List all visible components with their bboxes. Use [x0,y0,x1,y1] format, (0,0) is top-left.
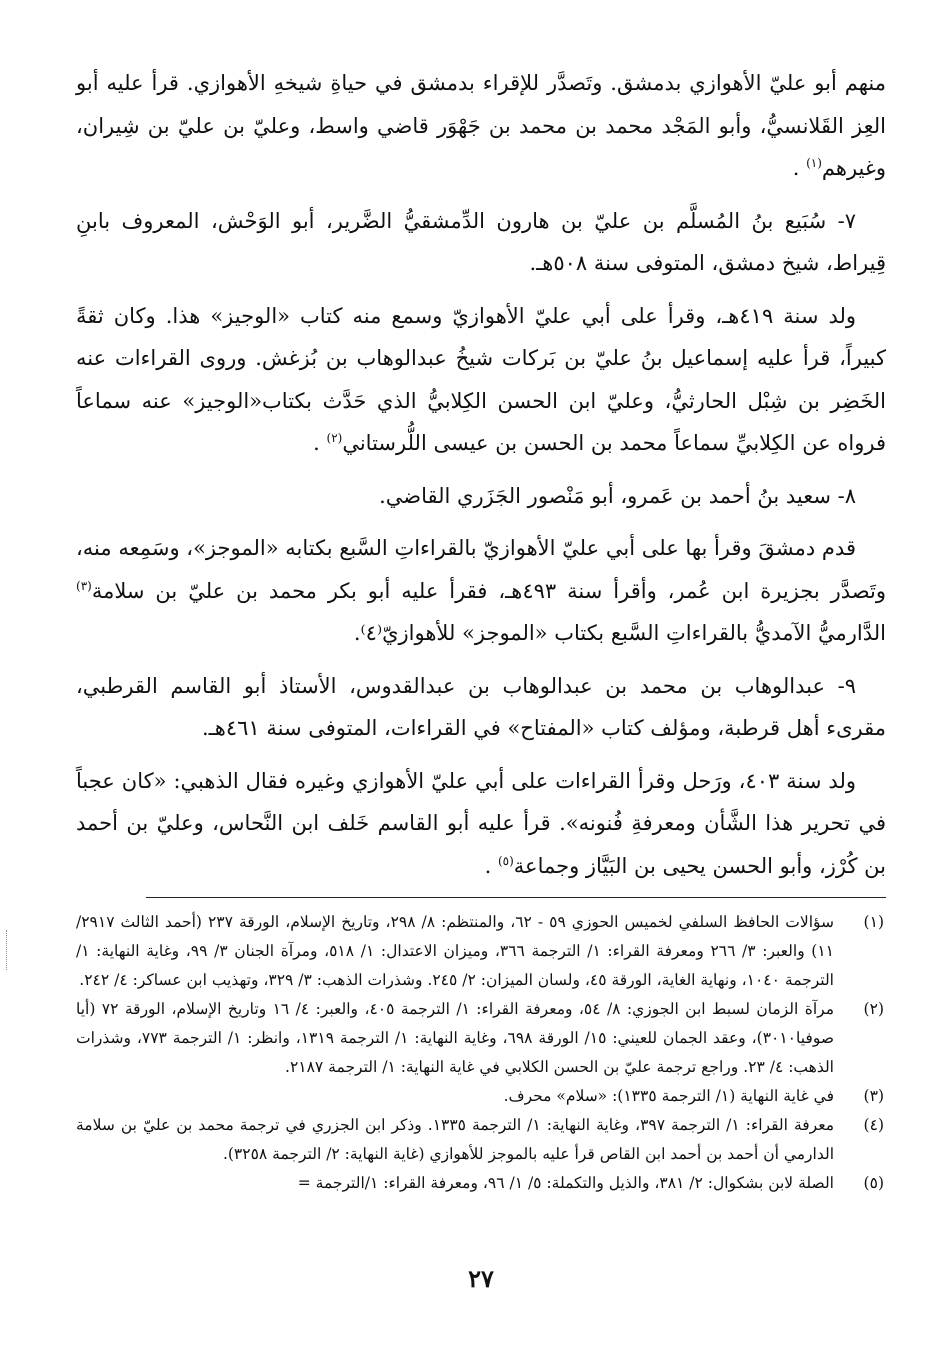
footnotes [76,908,886,1198]
paragraph: ولد سنة ٤١٩هـ، وقرأ على أبي عليّ الأهوازيّ وسمع منه كتاب «الوجيز» هذا. وكان ثقةً كبيراً، قرأ عليه إسماعيل بنُ عليّ بن بَركات شيخُ عبدالوهاب بن بُزغش. وروى القراءات عنه الخَضِر بن شِبْل الحارثيُّ، وعليّ ابن الحسن الكِلابيُّ الذي حَدَّث بكتاب«الوجيز» عنه سماعاً فرواه عن الكِلابيِّ سماعاً محمد بن الحسن بن عيسى اللُّرستاني$^{(٢)}$ . [76,303,886,455]
footnote-item [76,1111,886,1169]
footnote-ref[interactable]: (٣) [76,578,92,593]
footnote-item [76,908,886,995]
book-page [76,62,886,1342]
paragraph: ٧- سُبَيع بنُ المُسلَّم بن عليّ بن هارون الدِّمشقيُّ الضَّرير، أبو الوَحْش، المعروف بابنِ قِيراط، شيخ دمشق، المتوفى سنة ٥٠٨هـ. [76,208,886,275]
paragraph: منهم أبو عليّ الأهوازي بدمشق. وتَصدَّر للإقراء بدمشق في حياةِ شيخهِ الأهوازي. قرأ عليه أبو العِز القَلانسيُّ، وأبو المَجْد محمد بن محمد بن جَهْوَر قاضي واسط، وعليّ بن عليّ بن شِيران، وغيرهم$^{(١)}$ . [76,71,886,180]
footnote-number: (٢) [863,1000,884,1018]
footnote-separator [146,897,886,898]
footnote-item [76,995,886,1082]
main-text [76,62,886,887]
footnote-ref[interactable]: (١) [806,156,822,170]
footnote-number: (٣) [863,1087,884,1105]
scan-edge-mark [6,930,9,970]
footnote-item [76,1082,886,1111]
footnote-item [76,1169,886,1198]
paragraph: ٨- سعيد بنُ أحمد بن عَمرو، أبو مَنْصور الجَزَري القاضي. [379,483,856,508]
footnote-text: معرفة القراء: ١/ الترجمة ٣٩٧، وغاية النهاية: ١/ الترجمة ١٣٣٥. وذكر ابن الجزري في ترجمة محمد بن عليّ بن سلامة الدارمي أن أحمد بن أحمد ابن القاص قرأ عليه بالموجز للأهوازي (غاية النهاية: ٢/ الترجمة ٣٢٥٨). [76,1116,835,1163]
footnote-ref[interactable]: (٢) [326,431,343,445]
footnote-number: (٤) [863,1116,884,1134]
footnote-text: الصلة لابن بشكوال: ٢/ ٣٨١، والذيل والتكملة: ٥/ ١/ ٩٦، ومعرفة القراء: ١/الترجمة = [297,1174,834,1192]
footnote-text: مرآة الزمان لسبط ابن الجوزي: ٨/ ٥٤، ومعرفة القراء: ١/ الترجمة ٤٠٥، والعبر: ٤/ ١٦ وتاريخ الإسلام، الورقة ٧٢ (أيا صوفيا٣٠١٠)، وعقد الجمان للعيني: ١٥/ الورقة ٦٩٨، وغاية النهاية: ١/ الترجمة ١٣١٩، وانظر: ١/ الترجمة ٧٧٣، وشذرات الذهب: ٤/ ٢٣. وراجع ترجمة عليّ بن الحسن الكلابي في غاية النهاية: ١/ الترجمة ٢١٨٧. [76,1000,834,1076]
paragraph: ولد سنة ٤٠٣، ورَحل وقرأ القراءات على أبي عليّ الأهوازي وغيره فقال الذهبي: «كان عجباً في تحرير هذا الشَّأن ومعرفةِ فُنونه». قرأ عليه أبو القاسم خَلف ابن النَّحاس، وعليّ بن أحمد بن كُرْز، وأبو الحسن يحيى بن البَيَّاز وجماعة$^{(٥)}$ . [76,768,886,878]
paragraph: ٩- عبدالوهاب بن محمد بن عبدالوهاب بن عبدالقدوس، الأستاذ أبو القاسم القرطبي، مقرىء أهل قرطبة، ومؤلف كتاب «المفتاح» في القراءات، المتوفى سنة ٤٦١هـ. [76,673,886,740]
paragraph: قدم دمشقَ وقرأ بها على أبي عليّ الأهوازيّ بالقراءاتِ السَّبع بكتابه «الموجز»، وسَمِعه منه، وتَصدَّر بجزيرة ابن عُمر، وأقرأ سنة ٤٩٣هـ، فقرأ عليه أبو بكر محمد بن عليّ بن سلامة$^{(٣)}$ الدَّارميُّ الآمديُّ بالقراءاتِ السَّبع بكتاب «الموجز» للأهوازيّ⁽٤⁾. [76,536,886,645]
footnote-text: في غاية النهاية (١/ الترجمة ١٣٣٥): «سلام» محرف. [503,1087,834,1105]
footnote-number: (٥) [863,1174,884,1192]
page-number: ٢٧ [468,1264,494,1293]
footnote-text: سؤالات الحافظ السلفي لخميس الحوزي ٥٩ - ٦٢، والمنتظم: ٨/ ٢٩٨، وتاريخ الإسلام، الورقة ٢٣٧ (أحمد الثالث ٢٩١٧/ ١١) والعبر: ٣/ ٢٦٦ ومعرفة القراء: ١/ الترجمة ٣٦٦، وميزان الاعتدال: ١/ ٥١٨، ومرآة الجنان ٣/ ٩٩، وغاية النهاية: ١/ الترجمة ١٠٤٠، ونهاية الغاية، الورقة ٤٥، ولسان الميزان: ٢/ ٢٤٥. وشذرات الذهب: ٣/ ٣٢٩، وتهذيب ابن عساكر: ٤/ ٢٤٢. [76,913,835,989]
footnote-ref[interactable]: (٥) [497,853,514,868]
footnote-number: (١) [863,913,884,931]
